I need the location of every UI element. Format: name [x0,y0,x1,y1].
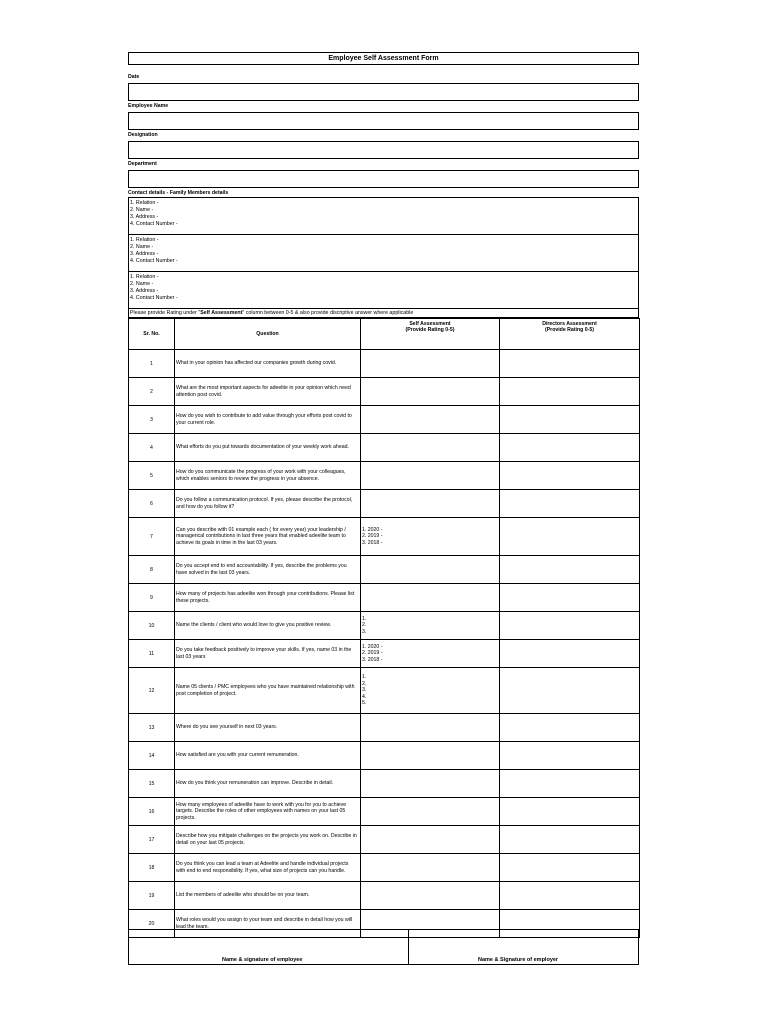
contact-details-label: Contact details - Family Members details [128,190,229,196]
contact-line: 4. Contact Number - [130,295,178,301]
employee-name-field[interactable] [128,112,639,130]
self-assessment-range: (Provide Rating 0-5) [405,327,455,333]
directors-assessment-cell[interactable] [500,798,640,826]
question-number: 13 [129,714,175,742]
instruction-text: Please provide Rating under " [130,310,201,316]
self-assessment-cell[interactable] [361,640,500,668]
contact-block-3[interactable] [129,272,638,309]
question-row [129,798,640,826]
col-header-self-assessment [361,319,500,350]
employer-signature-area[interactable] [409,930,638,964]
self-assessment-cell[interactable] [361,462,500,490]
directors-assessment-cell[interactable] [500,612,640,640]
self-assessment-cell[interactable] [361,434,500,462]
question-text: Describe how you mitigate challenges on the projects you work on. Describe in detail on your last 05 projects. [175,826,361,854]
col-header-sr-no: Sr. No. [129,319,175,350]
answer-prompt: 4. [362,693,367,700]
answer-prompt: 2. [362,680,367,687]
directors-assessment-cell[interactable] [500,854,640,882]
question-row [129,770,640,798]
question-row [129,490,640,518]
answer-prompt: 3. 2018 - [362,539,383,546]
employer-signature-caption: Name & Signature of employer [478,957,559,963]
question-text: How do you communicate the progress of your work with your colleagues, which enables seniors to review the progress in your absence. [175,462,361,490]
self-assessment-cell[interactable] [361,854,500,882]
question-row [129,378,640,406]
question-text: Where do you see yourself in next 03 years. [175,714,361,742]
employee-signature-caption: Name & signature of employee [222,957,303,963]
answer-prompt: 1. 2020 - [362,526,383,533]
question-text: Can you describe with 01 example each ( for every year) your leadership / managerical contributions in last three years that enabled adeelite team to achieve its goals in time in the last 03 years. [175,518,361,556]
question-row [129,518,640,556]
form-title: Employee Self Assessment Form [128,52,639,65]
self-assessment-cell[interactable] [361,584,500,612]
question-text: How do you wish to contribute to add value through your efforts post covid to your current role. [175,406,361,434]
question-number: 11 [129,640,175,668]
question-text: How satisfied are you with your current remuneration. [175,742,361,770]
self-assessment-cell[interactable] [361,770,500,798]
employee-signature-area[interactable] [129,930,409,964]
department-field[interactable] [128,170,639,188]
question-row [129,350,640,378]
self-assessment-cell[interactable] [361,378,500,406]
question-text: What roles would you assign to your team and describe in detail how you will lead the team. [175,910,361,938]
directors-assessment-cell[interactable] [500,462,640,490]
directors-assessment-cell[interactable] [500,490,640,518]
answer-prompt: 1. 2020 - [362,643,383,650]
department-label: Department [128,161,157,167]
directors-assessment-cell[interactable] [500,714,640,742]
directors-assessment-cell[interactable] [500,378,640,406]
question-text: How many employees of adeelite have to work with you for you to achieve targets. Describe the roles of other employees with names on your last 05 projects. [175,798,361,826]
date-label: Date [128,74,140,80]
directors-assessment-cell[interactable] [500,434,640,462]
question-text: How many of projects has adeelite won through your contributions. Please list these projects. [175,584,361,612]
answer-prompt: 2. 2019 - [362,533,383,540]
question-row [129,714,640,742]
question-text: List the members of adeelite who should be on your team. [175,882,361,910]
col-header-question: Question [175,319,361,350]
signature-block [128,929,639,965]
answer-prompt: 1. [362,615,367,622]
question-number: 2 [129,378,175,406]
directors-assessment-range: (Provide Rating 0-5) [544,327,594,333]
directors-assessment-cell[interactable] [500,556,640,584]
instruction-emphasis: Self Assessment [200,310,243,316]
self-assessment-cell[interactable] [361,556,500,584]
self-assessment-cell[interactable] [361,406,500,434]
answer-prompt: 5. [362,700,367,707]
question-rows [129,350,640,938]
contact-line: 3. Address - [130,214,159,220]
question-row [129,612,640,640]
directors-assessment-cell[interactable] [500,640,640,668]
question-number: 4 [129,434,175,462]
question-row [129,406,640,434]
question-number: 6 [129,490,175,518]
rating-instruction [128,309,639,318]
self-assessment-cell[interactable] [361,612,500,640]
directors-assessment-cell[interactable] [500,350,640,378]
question-number: 5 [129,462,175,490]
question-number: 14 [129,742,175,770]
self-assessment-cell[interactable] [361,826,500,854]
question-text: What efforts do you put towards documentation of your weekly work ahead. [175,434,361,462]
self-assessment-cell[interactable] [361,742,500,770]
question-number: 1 [129,350,175,378]
question-number: 12 [129,668,175,714]
contact-line: 4. Contact Number - [130,258,178,264]
directors-assessment-title: Directors Assessment [542,321,597,327]
question-number: 16 [129,798,175,826]
directors-assessment-cell[interactable] [500,882,640,910]
self-assessment-cell[interactable] [361,518,500,556]
self-assessment-cell[interactable] [361,490,500,518]
question-text: What are the most important aspects for adeelite in your opinion which need attention post covid. [175,378,361,406]
question-row [129,584,640,612]
employee-name-label: Employee Name [128,103,169,109]
contact-block-2[interactable] [129,235,638,272]
question-row [129,742,640,770]
contact-line: 2. Name - [130,207,154,213]
question-row [129,826,640,854]
question-number: 10 [129,612,175,640]
question-table [128,318,640,938]
question-number: 8 [129,556,175,584]
self-assessment-cell[interactable] [361,668,500,714]
contact-line: 2. Name - [130,244,154,250]
question-text: Do you follow a communication protocol. If yes, please describe the protocol, and how do you follow it? [175,490,361,518]
answer-prompt: 3. [362,628,367,635]
question-text: Do you think you can lead a team at Adeelite and handle individual projects with end to end responsibility. If yes, what size of projects can you handle. [175,854,361,882]
assessment-form [128,52,639,938]
designation-label: Designation [128,132,158,138]
directors-assessment-cell[interactable] [500,770,640,798]
answer-prompt: 3. [362,687,367,694]
question-number: 19 [129,882,175,910]
answer-prompt: 2. 2019 - [362,650,383,657]
answer-prompt: 3. 2018 - [362,656,383,663]
question-text: Name 05 clients / PMC employees who you have maintained relationship with post completion of project. [175,668,361,714]
self-assessment-cell[interactable] [361,714,500,742]
contact-line: 1. Relation - [130,200,159,206]
directors-assessment-cell[interactable] [500,518,640,556]
directors-assessment-cell[interactable] [500,584,640,612]
question-row [129,882,640,910]
instruction-text: " column between 0-5 & also provide discriptive answer where applicable [242,310,414,316]
question-number: 20 [129,910,175,938]
self-assessment-cell[interactable] [361,350,500,378]
question-number: 7 [129,518,175,556]
self-assessment-title: Self Assessment [409,321,451,327]
contact-line: 3. Address - [130,251,159,257]
directors-assessment-cell[interactable] [500,406,640,434]
contact-line: 1. Relation - [130,237,159,243]
contact-line: 1. Relation - [130,274,159,280]
contact-details [128,197,639,309]
question-row [129,462,640,490]
question-row [129,640,640,668]
contact-block-1[interactable] [129,198,638,235]
question-row [129,854,640,882]
contact-line: 4. Contact Number - [130,221,178,227]
question-text: What in your opinion has affected our companies growth during covid. [175,350,361,378]
question-row [129,668,640,714]
answer-prompt: 2. [362,622,367,629]
date-field[interactable] [128,83,639,101]
contact-line: 2. Name - [130,281,154,287]
question-number: 9 [129,584,175,612]
contact-line: 3. Address - [130,288,159,294]
directors-assessment-cell[interactable] [500,668,640,714]
designation-field[interactable] [128,141,639,159]
question-number: 3 [129,406,175,434]
question-number: 15 [129,770,175,798]
question-text: Do you accept end to end accountability. If yes, describe the problems you have solved in the last 03 years. [175,556,361,584]
question-number: 17 [129,826,175,854]
question-row [129,434,640,462]
question-number: 18 [129,854,175,882]
self-assessment-cell[interactable] [361,882,500,910]
answer-prompt: 1. [362,674,367,681]
col-header-directors-assessment [500,319,640,350]
question-text: Name the clients / client who would love to give you positive review. [175,612,361,640]
self-assessment-cell[interactable] [361,798,500,826]
question-row [129,556,640,584]
question-text: Do you take feedback positively to improve your skills. If yes, name 03 in the last 03 years [175,640,361,668]
directors-assessment-cell[interactable] [500,826,640,854]
directors-assessment-cell[interactable] [500,742,640,770]
question-text: How do you think your remuneration can improve. Describe in detail. [175,770,361,798]
